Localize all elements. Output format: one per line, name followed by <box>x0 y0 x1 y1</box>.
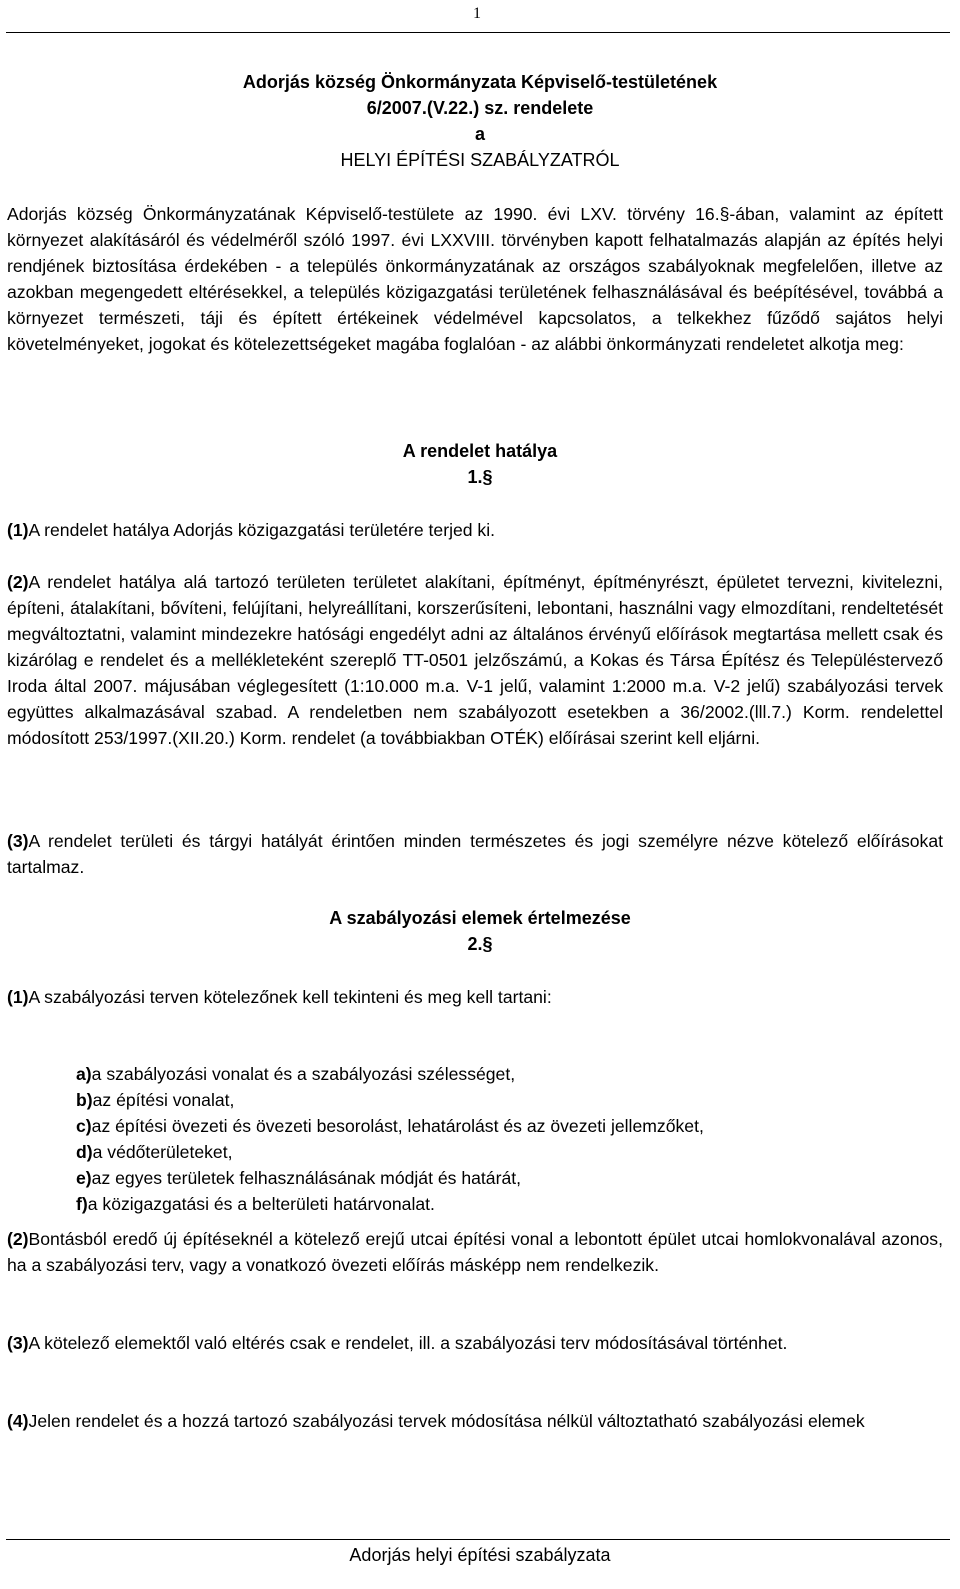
list-item <box>76 1061 936 1087</box>
list-item <box>76 1087 936 1113</box>
paragraph-text: A rendelet hatálya alá tartozó területen területet alakítani, építményt, építményrészt, épületet tervezni, kivitelezni, építeni, átalakítani, bővíteni, felújítani, helyreállítani, korszerűsíteni, lebontani, használni vagy elmozdítani, rendeltetését megváltoztatni, valamint mindezekre hatósági engedélyt adni az általános érvényű előírások megtartása mellett csak és kizárólag e rendelet és a mellékleteként szereplő TT-0501 jelzőszámú, a Kokas és Társa Építész és Településtervező Iroda által 2007. májusában véglegesített (1:10.000 m.a. V-1 jelű, valamint 1:2000 m.a. V-2 jelű) szabályozási tervek együttes alkalmazásával szabad. A rendeletben nem szabályozott esetekben a 36/2002.(lll.7.) Korm. rendelettel módosított 253/1997.(XII.20.) Korm. rendelet (a továbbiakban OTÉK) előírásai szerint kell eljárni. <box>7 572 943 748</box>
section-2-number: 2.§ <box>467 934 493 954</box>
section-2-paragraph-3 <box>7 1330 943 1356</box>
list-item-text: a közigazgatási és a belterületi határvonalat. <box>87 1194 435 1214</box>
list-item-letter: e) <box>76 1168 92 1188</box>
document-title <box>0 69 960 173</box>
footer-rule <box>6 1539 950 1540</box>
paragraph-number: (3) <box>7 1333 29 1353</box>
list-item-text: az építési övezeti és övezeti besorolást, lehatárolást és az övezeti jellemzőket, <box>91 1116 704 1136</box>
title-line-3: a <box>474 124 485 144</box>
paragraph-number: (1) <box>7 520 29 540</box>
section-2-heading <box>0 905 960 957</box>
paragraph-number: (2) <box>7 572 29 592</box>
section-1-number: 1.§ <box>467 467 493 487</box>
paragraph-number: (2) <box>7 1229 29 1249</box>
section-1-paragraph-1 <box>7 517 943 543</box>
section-1-title: A rendelet hatálya <box>402 441 558 461</box>
paragraph-text: A szabályozási terven kötelezőnek kell tekinteni és meg kell tartani: <box>28 987 552 1007</box>
header-rule <box>6 32 950 33</box>
paragraph-number: (1) <box>7 987 29 1007</box>
obligatory-elements-list <box>76 1061 936 1217</box>
list-item-text: a védőterületeket, <box>92 1142 233 1162</box>
list-item-letter: c) <box>76 1116 92 1136</box>
paragraph-text: A rendelet területi és tárgyi hatályát érintően minden természetes és jogi személyre nézve kötelező előírásokat tartalmaz. <box>7 831 943 877</box>
page-footer: Adorjás helyi építési szabályzata <box>349 1545 611 1565</box>
list-item-letter: d) <box>76 1142 93 1162</box>
list-item-text: a szabályozási vonalat és a szabályozási szélességet, <box>91 1064 516 1084</box>
list-item-letter: f) <box>76 1194 88 1214</box>
preamble <box>7 201 943 357</box>
list-item-text: az egyes területek felhasználásának módját és határát, <box>91 1168 522 1188</box>
section-2-paragraph-4 <box>7 1408 943 1434</box>
section-2-title: A szabályozási elemek értelmezése <box>329 908 631 928</box>
list-item-text: az építési vonalat, <box>92 1090 235 1110</box>
section-1-heading <box>0 438 960 490</box>
list-item <box>76 1139 936 1165</box>
paragraph-text: Bontásból eredő új építéseknél a kötelező erejű utcai építési vonal a lebontott épület utcai homlokvonalával azonos, ha a szabályozási terv, vagy a vonatkozó övezeti előírás másképp nem rendelkezik. <box>7 1229 943 1275</box>
section-2-paragraph-1 <box>7 984 943 1010</box>
section-1-paragraph-2 <box>7 569 943 751</box>
list-item-letter: a) <box>76 1064 92 1084</box>
title-line-1: Adorjás község Önkormányzata Képviselő-testületének <box>242 72 718 92</box>
page-number: 1 <box>473 5 481 22</box>
paragraph-text: Jelen rendelet és a hozzá tartozó szabályozási tervek módosítása nélkül változtatható szabályozási elemek <box>28 1411 865 1431</box>
paragraph-number: (4) <box>7 1411 29 1431</box>
list-item <box>76 1165 936 1191</box>
section-2-paragraph-2 <box>7 1226 943 1278</box>
list-item <box>76 1113 936 1139</box>
paragraph-number: (3) <box>7 831 29 851</box>
paragraph-text: A rendelet hatálya Adorjás közigazgatási területére terjed ki. <box>28 520 496 540</box>
list-item-letter: b) <box>76 1090 93 1110</box>
list-item <box>76 1191 936 1217</box>
section-1-paragraph-3 <box>7 828 943 880</box>
preamble-text: Adorjás község Önkormányzatának Képviselő-testülete az 1990. évi LXV. törvény 16.§-ában, valamint az épített környezet alakításáról és védelméről szóló 1997. évi LXXVIII. törvényben kapott felhatalmazás alapján az építés helyi rendjének biztosítása érdekében - a település önkormányzatának az országos szabályoknak megfelelően, illetve az azokban megengedett eltérésekkel, a település közigazgatási területének felhasználásával és beépítésével, továbbá a környezet természeti, táji és épített értékeinek védelmével kapcsolatos, a telkekhez fűződő sajátos helyi követelményeket, jogokat és kötelezettségeket magába foglalóan - az alábbi önkormányzati rendeletet alkotja meg: <box>7 204 943 354</box>
title-line-4: HELYI ÉPÍTÉSI SZABÁLYZATRÓL <box>340 150 620 170</box>
title-line-2: 6/2007.(V.22.) sz. rendelete <box>366 98 594 118</box>
paragraph-text: A kötelező elemektől való eltérés csak e rendelet, ill. a szabályozási terv módosításával történhet. <box>28 1333 788 1353</box>
